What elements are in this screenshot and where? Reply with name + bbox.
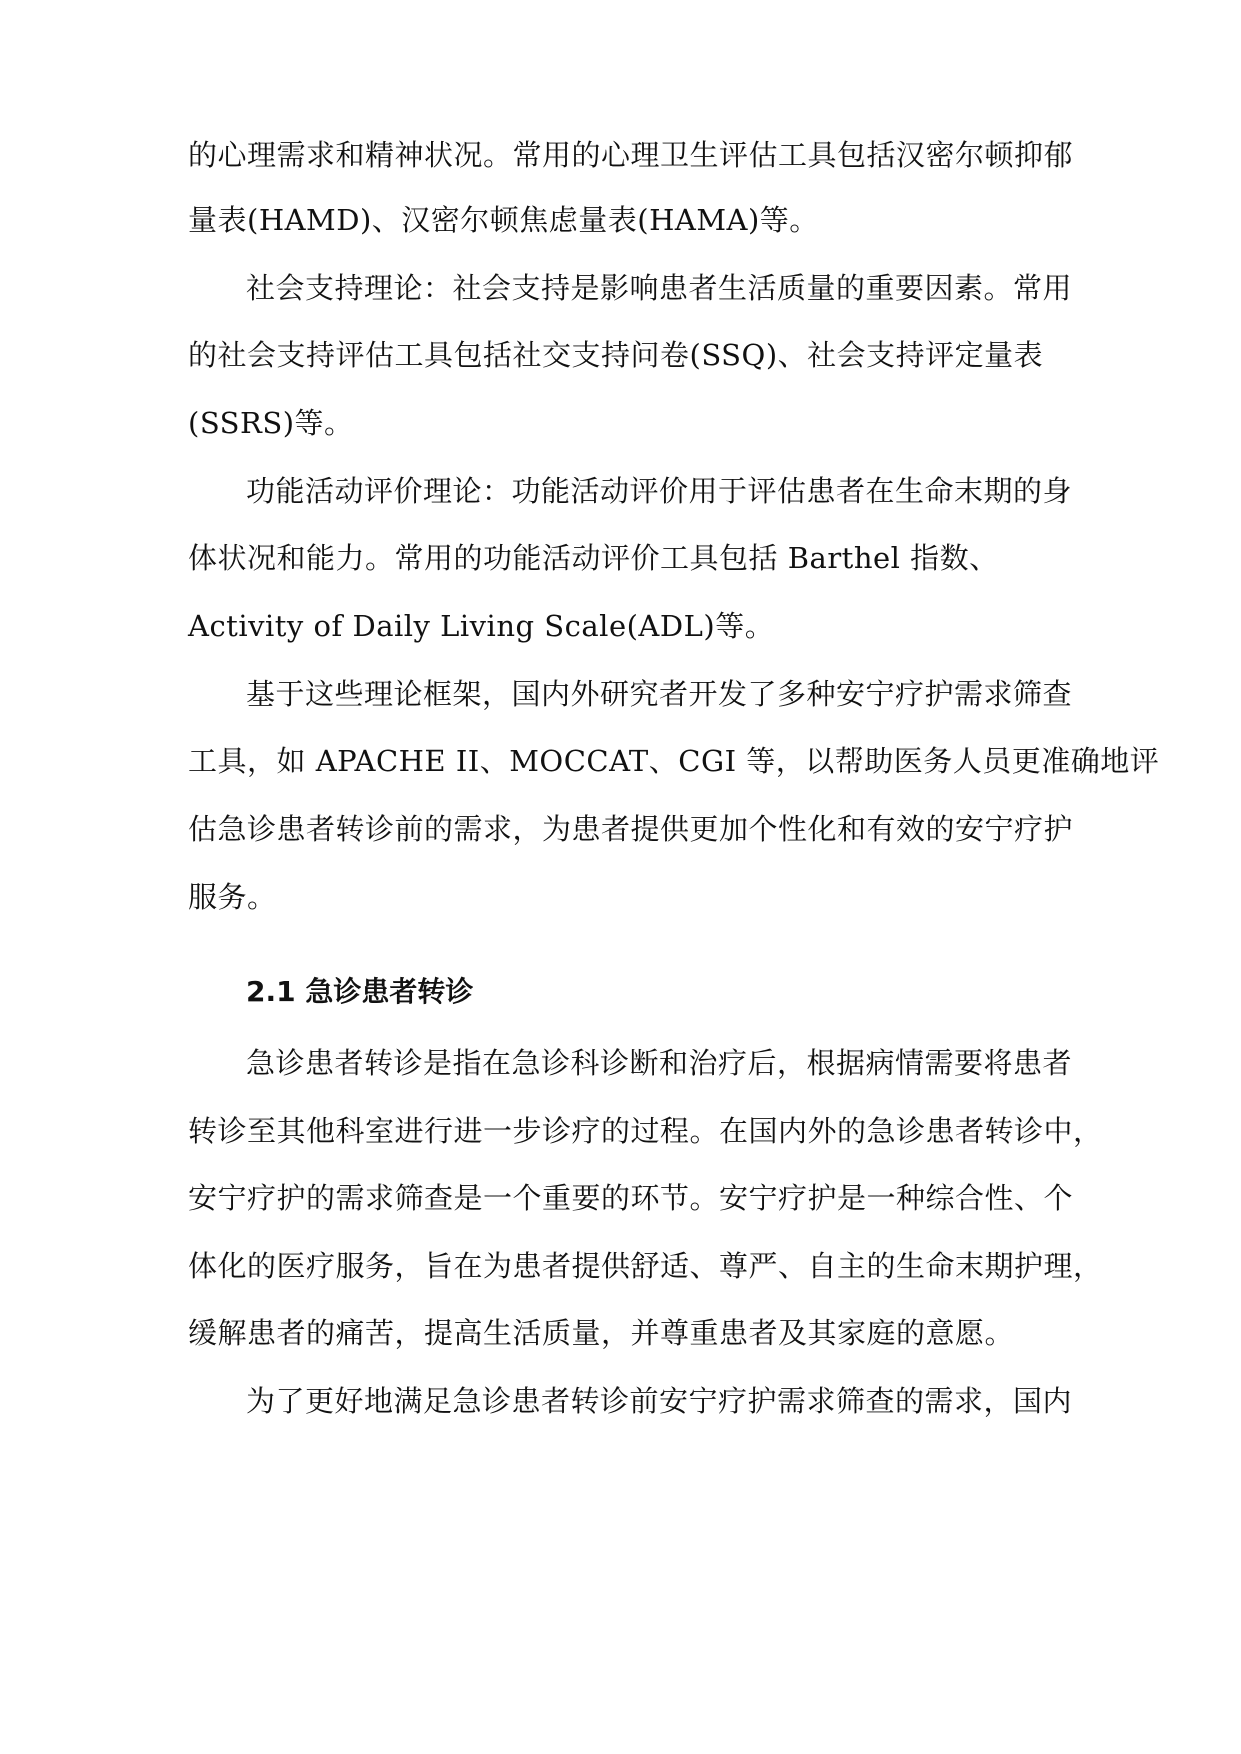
text-line: 体化的医疗服务，旨在为患者提供舒适、尊严、自主的生命末期护理， [188, 1249, 1103, 1283]
text-line: 量表(HAMD)、汉密尔顿焦虑量表(HAMA)等。 [188, 203, 819, 237]
text-line: 服务。 [188, 880, 277, 914]
text-line: 缓解患者的痛苦，提高生活质量，并尊重患者及其家庭的意愿。 [188, 1316, 1015, 1350]
text-line: 为了更好地满足急诊患者转诊前安宁疗护需求筛查的需求，国内 [246, 1384, 1073, 1418]
text-line: 基于这些理论框架，国内外研究者开发了多种安宁疗护需求筛查 [246, 677, 1073, 711]
text-line: 社会支持理论：社会支持是影响患者生活质量的重要因素。常用 [246, 271, 1073, 305]
text-line: 功能活动评价理论：功能活动评价用于评估患者在生命末期的身 [246, 474, 1073, 508]
text-line: 的社会支持评估工具包括社交支持问卷(SSQ)、社会支持评定量表 [188, 338, 1044, 372]
text-line: 安宁疗护的需求筛查是一个重要的环节。安宁疗护是一种综合性、个 [188, 1181, 1074, 1215]
text-line: (SSRS)等。 [188, 406, 354, 440]
text-line: 工具，如 APACHE II、MOCCAT、CGI 等，以帮助医务人员更准确地评 [188, 744, 1160, 778]
text-line: 的心理需求和精神状况。常用的心理卫生评估工具包括汉密尔顿抑郁 [188, 138, 1074, 172]
section-heading: 2.1 急诊患者转诊 [246, 975, 474, 1008]
text-line: 转诊至其他科室进行进一步诊疗的过程。在国内外的急诊患者转诊中， [188, 1114, 1103, 1148]
text-line: 估急诊患者转诊前的需求，为患者提供更加个性化和有效的安宁疗护 [188, 812, 1074, 846]
text-line: 体状况和能力。常用的功能活动评价工具包括 Barthel 指数、 [188, 541, 999, 575]
text-line: 急诊患者转诊是指在急诊科诊断和治疗后，根据病情需要将患者 [246, 1046, 1073, 1080]
text-line: Activity of Daily Living Scale(ADL)等。 [188, 609, 775, 643]
